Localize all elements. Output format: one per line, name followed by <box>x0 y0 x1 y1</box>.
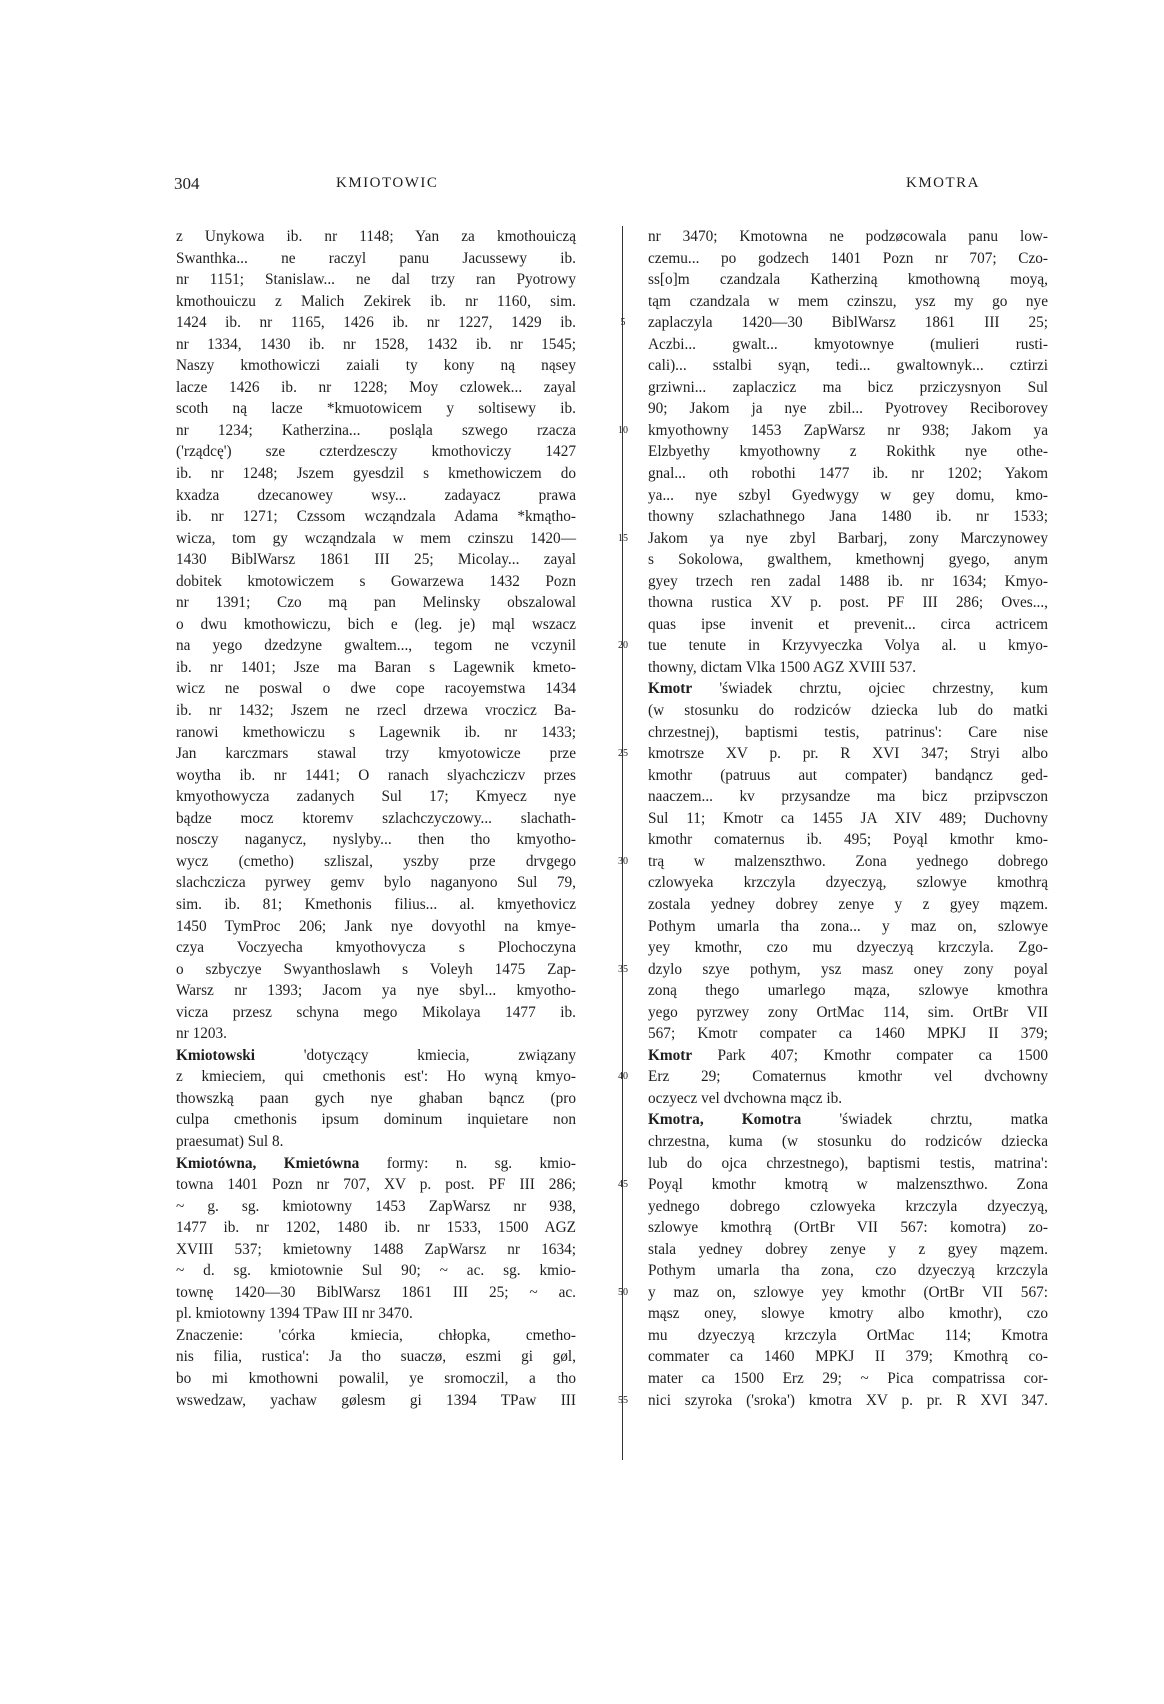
text-line: 1430 BiblWarsz 1861 III 25; Micolay... zayal <box>176 551 576 569</box>
text-line: gnal... oth robothi 1477 ib. nr 1202; Yakom <box>648 465 1048 483</box>
text-line: yey kmothr, czo mu dzyeczyą krzczyla. Zgo- <box>648 939 1048 957</box>
text-line: 90; Jakom ja nye zbil... Pyotrovey Reciborovey <box>648 400 1048 418</box>
text-line: y maz on, szlowye yey kmothr (OrtBr VII 567: <box>648 1283 1048 1301</box>
text-line: quas ipse invenit et prevenit... circa actricem <box>648 615 1048 633</box>
text-line: Kmotr 'świadek chrztu, ojciec chrzestny, kum <box>648 680 1048 698</box>
text-line: nr 1234; Katherzina... posląla szwego rzacza <box>176 421 576 439</box>
text-line: slachczicza pyrwey gemv bylo naganyono Sul 79, <box>176 874 576 892</box>
text-line: Swanthka... ne raczyl panu Jacussewy ib. <box>176 249 576 267</box>
text-line: Kmiotowski 'dotyczący kmiecia, związany <box>176 1046 576 1064</box>
text-line: czya Voczyecha kmyothovycza s Plochoczyna <box>176 939 576 957</box>
column-divider <box>622 226 623 1460</box>
text-line: z Unykowa ib. nr 1148; Yan za kmothouiczą <box>176 228 576 245</box>
text-line: Jakom ya nye zbyl Barbarj, zony Marczynowey <box>648 529 1048 547</box>
text-line: (w stosunku do rodziców dziecka lub do matki <box>648 702 1048 720</box>
text-line: thowna rustica XV p. post. PF III 286; Oves..., <box>648 594 1048 612</box>
text-line: nis filia, rustica': Ja tho suaczø, eszmi gi gøl, <box>176 1348 576 1366</box>
page-number: 304 <box>174 174 200 193</box>
text-line: yego pyrzwey zony OrtMac 114, sim. OrtBr VII <box>648 1003 1048 1021</box>
text-line: bo mi kmothowni powalil, ye sromoczil, a tho <box>176 1369 576 1387</box>
text-line: Naszy kmothowiczi zaiali ty kony ną nąsey <box>176 357 576 375</box>
left-column <box>176 226 576 1411</box>
running-head-right: KMOTRA <box>906 175 981 191</box>
text-line: thowny, dictam Vlka 1500 AGZ XVIII 537. <box>648 658 917 676</box>
text-line: commater ca 1460 MPKJ II 379; Kmothrą co- <box>648 1348 1048 1366</box>
text-line: 1477 ib. nr 1202, 1480 ib. nr 1533, 1500 AGZ <box>176 1219 576 1237</box>
text-line: nr 1203. <box>176 1025 227 1043</box>
text-line: Sul 11; Kmotr ca 1455 JA XIV 489; Duchovny <box>648 809 1048 827</box>
text-line: ~ d. sg. kmiotownie Sul 90; ~ ac. sg. kmio- <box>176 1262 576 1280</box>
text-line: zoną thego umarlego mąza, szlowye kmothra <box>648 982 1048 1000</box>
text-line: towna 1401 Pozn nr 707, XV p. post. PF III 286; <box>176 1176 576 1194</box>
right-column <box>648 226 1048 1411</box>
text-line: 1450 TymProc 206; Jank nye dovyothl na kmye- <box>176 917 576 935</box>
text-line: kmyothowycza zadanych Sul 17; Kmyecz nye <box>176 788 576 806</box>
text-line: ib. nr 1432; Jszem ne rzecl drzewa vroczicz Ba- <box>176 702 576 720</box>
text-line: czlowyeka krzczyla dzyeczyą, szlowye kmothrą <box>648 874 1048 892</box>
line-number: 15 <box>618 532 628 544</box>
text-line: thowszką paan gych nye ghaban bąncz (pro <box>176 1089 576 1107</box>
text-line: kmothouiczu z Malich Zekirek ib. nr 1160, sim. <box>176 292 576 310</box>
text-line: sim. ib. 81; Kmethonis filius... al. kmyethovicz <box>176 895 576 913</box>
text-line: pl. kmiotowny 1394 TPaw III nr 3470. <box>176 1305 413 1323</box>
text-line: grziwni... zaplaczicz ma bicz prziczysnyon Sul <box>648 378 1048 396</box>
text-line: nr 1151; Stanislaw... ne dal trzy ran Pyotrowy <box>176 271 576 289</box>
line-number: 20 <box>618 640 628 652</box>
text-line: mu dzyeczyą krzczyla OrtMac 114; Kmotra <box>648 1326 1048 1344</box>
text-line: Jan karczmars stawal trzy kmyotowicze prze <box>176 745 576 763</box>
text-line: o szbyczye Swyanthoslawh s Voleyh 1475 Zap- <box>176 960 576 978</box>
text-line: naaczem... kv przysandze ma bicz przipvsczon <box>648 788 1048 806</box>
text-line: Erz 29; Comaternus kmothr vel dvchowny <box>648 1068 1048 1086</box>
text-line: 1424 ib. nr 1165, 1426 ib. nr 1227, 1429 ib. <box>176 314 576 332</box>
text-line: ib. nr 1271; Czssom wcząndzala Adama *kmątho- <box>176 508 576 526</box>
text-line: lacze 1426 ib. nr 1228; Moy czlowek... zayal <box>176 378 576 396</box>
text-line: mater ca 1500 Erz 29; ~ Pica compatrissa cor- <box>648 1369 1048 1387</box>
text-line: mąsz oney, slowye kmotry albo kmothr), czo <box>648 1305 1048 1323</box>
text-line: dobitek kmotowiczem s Gowarzewa 1432 Pozn <box>176 572 576 590</box>
text-line: ~ g. sg. kmiotowny 1453 ZapWarsz nr 938, <box>176 1197 576 1215</box>
text-line: nici szyroka ('sroka') kmotra XV p. pr. R XVI 347. <box>648 1391 1048 1409</box>
text-line: nr 3470; Kmotowna ne podzøcowala panu low- <box>648 228 1048 245</box>
text-line: ib. nr 1401; Jsze ma Baran s Lagewnik kmeto- <box>176 658 576 676</box>
text-line: ib. nr 1248; Jszem gyesdzil s kmethowiczem do <box>176 465 576 483</box>
text-line: tue tenute in Krzyvyeczka Volya al. u kmyo- <box>648 637 1048 655</box>
text-line: Pothym umarla tha zona, czo dzyeczyą krzczyla <box>648 1262 1048 1280</box>
text-line: wswedzaw, yachaw gølesm gi 1394 TPaw III <box>176 1391 576 1409</box>
text-line: trą w malzenszthwo. Zona yednego dobrego <box>648 852 1048 870</box>
text-line: nr 1391; Czo mą pan Melinsky obszalowal <box>176 594 576 612</box>
text-line: woytha ib. nr 1441; O ranach slyachcziczv przes <box>176 766 576 784</box>
text-line: Warsz nr 1393; Jacom ya nye sbyl... kmyotho- <box>176 982 576 1000</box>
text-line: Kmotr Park 407; Kmothr compater ca 1500 <box>648 1046 1048 1064</box>
text-line: yednego dobrego czlowyeka krzczyla dzyeczyą, <box>648 1197 1048 1215</box>
line-number: 10 <box>618 424 628 436</box>
text-line: chrzestnej), baptismi testis, patrinus': Care nise <box>648 723 1048 741</box>
text-line: kmothr comaternus ib. 495; Poyąl kmothr kmo- <box>648 831 1048 849</box>
text-line: zaplaczyla 1420—30 BiblWarsz 1861 III 25; <box>648 314 1048 332</box>
text-line: scoth ną lacze *kmuotowicem y soltisewy ib. <box>176 400 576 418</box>
text-line: kmothr (patruus aut compater) bandąncz ged- <box>648 766 1048 784</box>
text-line: lub do ojca chrzestnego), baptismi testis, matrina': <box>648 1154 1048 1172</box>
text-line: wicza, tom gy wcząndzala w mem czinszu 1420— <box>176 529 576 547</box>
text-line: ranowi kmethowiczu s Lagewnik ib. nr 1433; <box>176 723 576 741</box>
text-line: Elzbyethy kmyothowny z Rokithk nye othe- <box>648 443 1048 461</box>
text-line: townę 1420—30 BiblWarsz 1861 III 25; ~ ac. <box>176 1283 576 1301</box>
text-line: gyey trzech ren zadal 1488 ib. nr 1634; Kmyo- <box>648 572 1048 590</box>
text-line: praesumat) Sul 8. <box>176 1132 284 1150</box>
text-line: cali)... sstalbi syąn, tedi... gwaltownyk... cztirzi <box>648 357 1048 375</box>
text-line: czemu... po godzech 1401 Pozn nr 707; Czo- <box>648 249 1048 267</box>
text-line: ss[o]m czandzala Katherziną kmothowną moyą, <box>648 271 1048 289</box>
text-line: Kmotra, Komotra 'świadek chrztu, matka <box>648 1111 1048 1129</box>
line-number: 35 <box>618 963 628 975</box>
text-line: XVIII 537; kmietowny 1488 ZapWarsz nr 1634; <box>176 1240 576 1258</box>
text-line: Poyąl kmothr kmotrą w malzenszthwo. Zona <box>648 1176 1048 1194</box>
text-line: dzylo szye pothym, ysz masz oney zony poyal <box>648 960 1048 978</box>
text-line: kmotrsze XV p. pr. R XVI 347; Stryi albo <box>648 745 1048 763</box>
text-line: na yego dzedzyne gwaltem..., tegom ne vczynil <box>176 637 576 655</box>
line-number: 45 <box>618 1179 628 1191</box>
text-line: Aczbi... gwalt... kmyotownye (mulieri rusti- <box>648 335 1048 353</box>
text-line: nr 1334, 1430 ib. nr 1528, 1432 ib. nr 1545; <box>176 335 576 353</box>
text-line: stala yedney dobrey zenye y z gyey mązem. <box>648 1240 1048 1258</box>
text-line: ya... nye szbyl Gyedwygy w gey domu, kmo- <box>648 486 1048 504</box>
line-number: 50 <box>618 1286 628 1298</box>
text-line: chrzestna, kuma (w stosunku do rodziców dziecka <box>648 1132 1048 1150</box>
line-number: 40 <box>618 1071 628 1083</box>
line-number: 30 <box>618 855 628 867</box>
text-line: oczyecz vel dvchowna mącz ib. <box>648 1089 843 1107</box>
text-line: nosczy naganycz, nyslyby... then tho kmyotho- <box>176 831 576 849</box>
running-head-left: KMIOTOWIC <box>336 175 439 191</box>
text-line: kmyothowny 1453 ZapWarsz nr 938; Jakom ya <box>648 421 1048 439</box>
text-line: thowny szlachathnego Jana 1480 ib. nr 1533; <box>648 508 1048 526</box>
text-line: kxadza dzecanowey wsy... zadayacz prawa <box>176 486 576 504</box>
text-line: tąm czandzala w mem czinszu, ysz my go nye <box>648 292 1048 310</box>
line-number: 5 <box>620 317 626 329</box>
text-line: ('rządcę') sze czterdzesczy kmothoviczy 1427 <box>176 443 576 461</box>
text-line: bądze mocz ktoremv szlachczyczowy... slachath- <box>176 809 576 827</box>
text-line: z kmieciem, qui cmethonis est': Ho wyną kmyo- <box>176 1068 576 1086</box>
text-line: 567; Kmotr compater ca 1460 MPKJ II 379; <box>648 1025 1048 1043</box>
line-number: 25 <box>618 748 628 760</box>
text-line: o dwu kmothowiczu, bich e (leg. je) mąl wszacz <box>176 615 576 633</box>
line-number: 55 <box>618 1394 628 1406</box>
text-line: vicza przesz schyna mego Mikolaya 1477 ib. <box>176 1003 576 1021</box>
text-line: s Sokolowa, gwalthem, kmethownj gyego, anym <box>648 551 1048 569</box>
text-line: zostala yedney dobrey zenye y z gyey mązem. <box>648 895 1048 913</box>
text-line: wycz (cmetho) szliszal, yszby prze drvgego <box>176 852 576 870</box>
text-line: Znaczenie: 'córka kmiecia, chłopka, cmetho- <box>176 1326 576 1344</box>
text-line: Pothym umarla tha zona... y maz on, szlowye <box>648 917 1048 935</box>
text-line: szlowye kmothrą (OrtBr VII 567: komotra) zo- <box>648 1219 1048 1237</box>
text-line: culpa cmethonis ipsum dominum inquietare non <box>176 1111 576 1129</box>
text-line: wicz ne poswal o dwe cope racoyemstwa 1434 <box>176 680 576 698</box>
text-line: Kmiotówna, Kmietówna formy: n. sg. kmio- <box>176 1154 576 1172</box>
